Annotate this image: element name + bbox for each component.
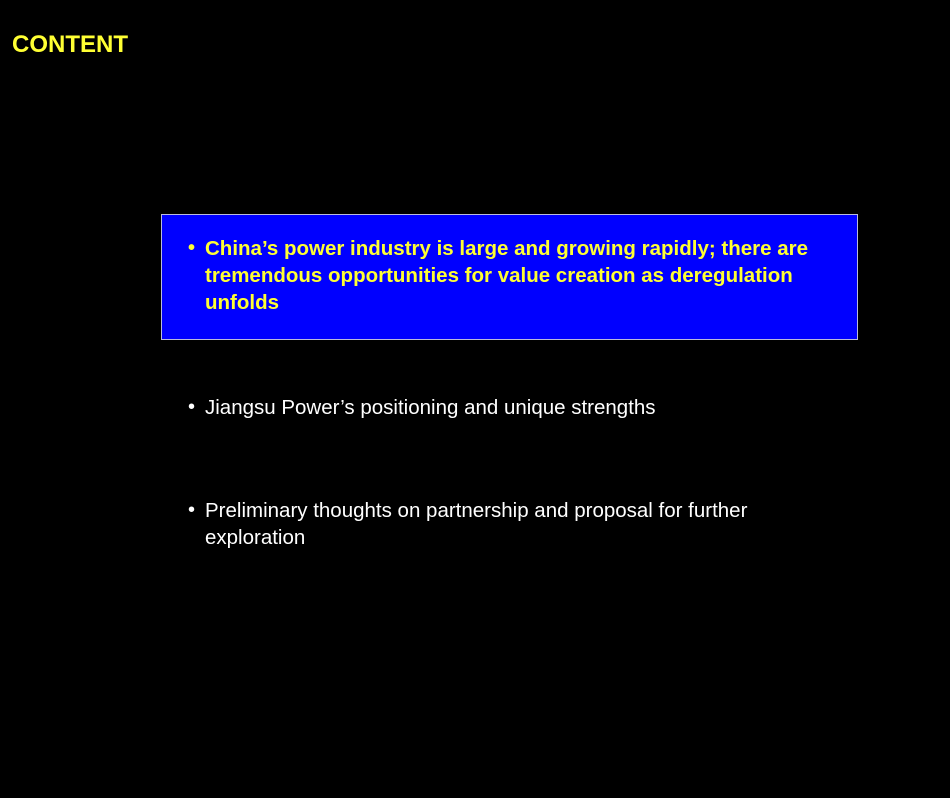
- bullet-icon: •: [188, 237, 196, 259]
- bullet-text: Preliminary thoughts on partnership and proposal for further exploration: [205, 499, 748, 549]
- bullet-text: China’s power industry is large and growing rapidly; there are tremendous opportunities for value creation as deregulation unfolds: [205, 237, 808, 314]
- slide-title: CONTENT: [12, 31, 128, 58]
- bullet-item: [188, 394, 838, 421]
- bullet-icon: •: [188, 499, 196, 521]
- bullet-text: Jiangsu Power’s positioning and unique strengths: [205, 396, 656, 419]
- bullet-item-highlighted: [188, 235, 838, 316]
- bullet-icon: •: [188, 396, 196, 418]
- bullet-item: [188, 497, 838, 551]
